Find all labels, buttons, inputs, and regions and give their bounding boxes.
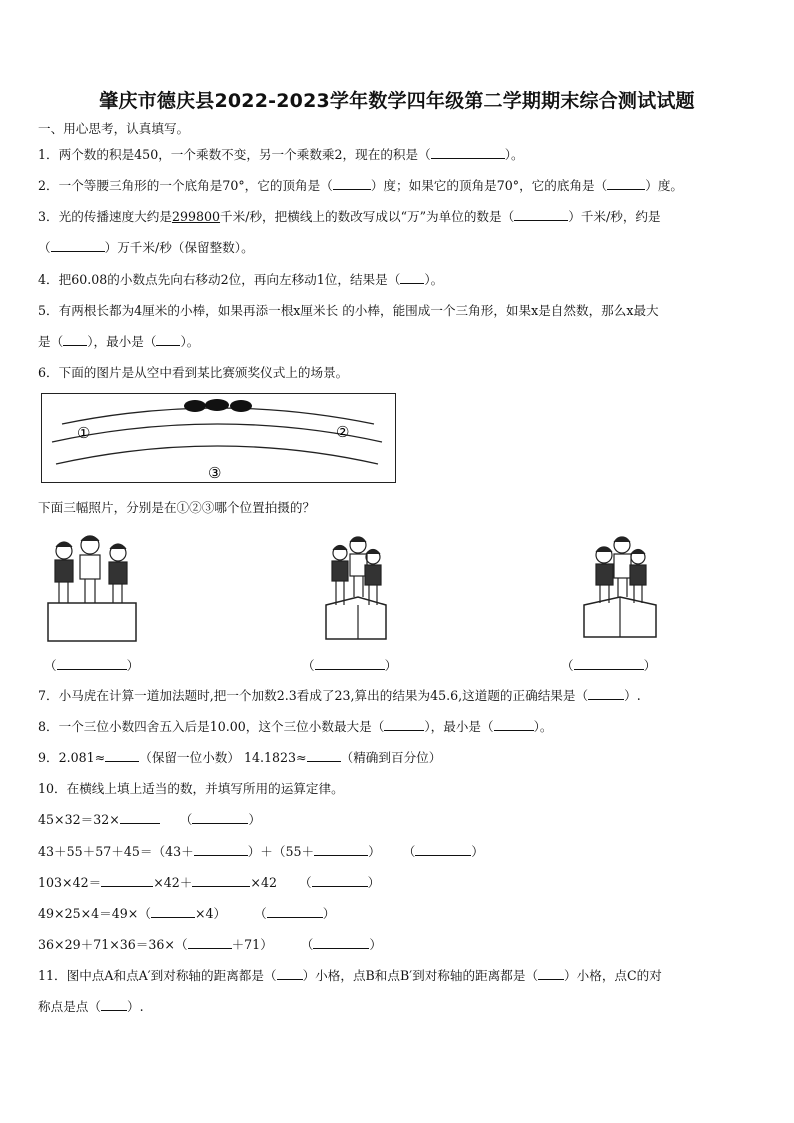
q10-row-4: 49×25×4＝49×（ ×4） （ ） bbox=[38, 906, 336, 921]
question-11-cont bbox=[38, 999, 144, 1015]
answer-blank[interactable] bbox=[313, 937, 369, 949]
q7-text-end: ）. bbox=[624, 688, 641, 703]
answer-blank[interactable] bbox=[63, 334, 87, 346]
q9-text-mid: （保留一位小数） 14.1823≈ bbox=[139, 750, 307, 765]
q5-text: 5．有两根长都为4厘米的小棒，如果再添一根x厘米长 的小棒，能围成一个三角形，如果x是自然数，那么x最大 bbox=[38, 303, 659, 318]
q10-row-1: 45×32＝32× （ ） bbox=[38, 812, 261, 827]
q7-text: 7．小马虎在计算一道加法题时,把一个加数2.3看成了23,算出的结果为45.6,这道题的正确结果是（ bbox=[38, 688, 589, 703]
photo-2-caption: （ ） bbox=[302, 658, 398, 673]
q9-text: 9．2.081≈ bbox=[38, 750, 106, 765]
q5-text-mid: ），最小是（ bbox=[87, 334, 157, 349]
answer-blank[interactable] bbox=[192, 812, 248, 824]
answer-blank[interactable] bbox=[315, 658, 385, 670]
answer-blank[interactable] bbox=[538, 968, 564, 980]
photo-3-caption: （ ） bbox=[561, 658, 657, 673]
page-title: 肇庆市德庆县2022-2023学年数学四年级第二学期期末综合测试试题 bbox=[99, 90, 695, 112]
question-3-cont bbox=[38, 240, 254, 256]
question-5 bbox=[38, 303, 659, 319]
answer-blank[interactable] bbox=[607, 178, 645, 190]
q8-text-end: ）。 bbox=[533, 719, 553, 734]
q4-text-end: ）。 bbox=[424, 272, 444, 287]
question-8 bbox=[38, 719, 552, 735]
q3-text-2-end: ）万千米/秒（保留整数）。 bbox=[104, 240, 254, 255]
answer-blank[interactable] bbox=[307, 750, 341, 762]
question-3 bbox=[38, 209, 661, 225]
question-10: 10．在横线上填上适当的数，并填写所用的运算定律。 bbox=[38, 781, 344, 796]
q3-text-end: ）千米/秒，约是 bbox=[568, 209, 661, 224]
winner-head-icon bbox=[230, 400, 252, 412]
q4-text: 4．把60.08的小数点先向右移动2位，再向左移动1位，结果是（ bbox=[38, 272, 401, 287]
answer-blank[interactable] bbox=[277, 968, 303, 980]
award-scene-diagram bbox=[41, 393, 396, 483]
q9-text-end: （精确到百分位） bbox=[340, 750, 442, 765]
answer-blank[interactable] bbox=[194, 844, 248, 856]
answer-blank[interactable] bbox=[574, 658, 644, 670]
answer-blank[interactable] bbox=[312, 875, 368, 887]
winner-head-icon bbox=[205, 399, 229, 411]
answer-blank[interactable] bbox=[267, 906, 323, 918]
q5-text-end: ）。 bbox=[180, 334, 200, 349]
answer-blank[interactable] bbox=[494, 719, 534, 731]
answer-blank[interactable] bbox=[151, 906, 195, 918]
answer-blank[interactable] bbox=[101, 999, 127, 1011]
q10-row-2: 43＋55＋57＋45＝（43＋ ）＋（55＋ ） （ ） bbox=[38, 844, 484, 859]
q10-row-3: 103×42＝ ×42＋ ×42 （ ） bbox=[38, 875, 381, 890]
question-9 bbox=[38, 750, 441, 766]
q2-text-mid: ）度；如果它的顶角是70°，它的底角是（ bbox=[370, 178, 608, 193]
q5-text-2: 是（ bbox=[38, 334, 64, 349]
answer-blank[interactable] bbox=[105, 750, 139, 762]
answer-blank[interactable] bbox=[333, 178, 371, 190]
answer-blank[interactable] bbox=[588, 688, 624, 700]
answer-blank[interactable] bbox=[431, 147, 505, 159]
q11-text-mid: ）小格，点B和点B′到对称轴的距离都是（ bbox=[302, 968, 539, 983]
photo-podium-1 bbox=[44, 533, 140, 643]
answer-blank[interactable] bbox=[120, 812, 160, 824]
q3-text-mid: 千米/秒，把横线上的数改写成以“万”为单位的数是（ bbox=[220, 209, 515, 224]
question-4 bbox=[38, 272, 443, 288]
question-11 bbox=[38, 968, 662, 984]
scene-label-3: ③ bbox=[208, 464, 222, 481]
photo-1-caption: （ ） bbox=[44, 658, 140, 673]
q3-text-2: （ bbox=[38, 240, 51, 255]
answer-blank[interactable] bbox=[156, 334, 180, 346]
scene-label-2: ② bbox=[336, 423, 350, 441]
question-5-cont bbox=[38, 334, 199, 350]
scene-label-1: ① bbox=[77, 424, 91, 442]
question-6: 6．下面的图片是从空中看到某比赛颁奖仪式上的场景。 bbox=[38, 365, 349, 380]
q11-text: 11．图中点A和点A′到对称轴的距离都是（ bbox=[38, 968, 277, 983]
q11-text-2: 称点是点（ bbox=[38, 999, 101, 1014]
answer-blank[interactable] bbox=[400, 272, 424, 284]
q11-text-2-end: ）. bbox=[126, 999, 144, 1014]
question-6-sub: 下面三幅照片，分别是在①②③哪个位置拍摄的？ bbox=[38, 500, 316, 515]
winner-head-icon bbox=[184, 400, 206, 412]
q2-text: 2．一个等腰三角形的一个底角是70°，它的顶角是（ bbox=[38, 178, 333, 193]
podium-aerial-view bbox=[42, 394, 394, 481]
photo-podium-3 bbox=[578, 533, 662, 643]
answer-blank[interactable] bbox=[57, 658, 127, 670]
question-1 bbox=[38, 147, 524, 163]
q3-text: 3．光的传播速度大约是 bbox=[38, 209, 172, 224]
answer-blank[interactable] bbox=[188, 937, 232, 949]
answer-blank[interactable] bbox=[415, 844, 471, 856]
q1-text: 1．两个数的积是450，一个乘数不变，另一个乘数乘2，现在的积是（ bbox=[38, 147, 431, 162]
answer-blank[interactable] bbox=[514, 209, 568, 221]
section-heading: 一、用心思考，认真填写。 bbox=[38, 121, 190, 136]
q10-row-5: 36×29＋71×36＝36×（ ＋71） （ ） bbox=[38, 937, 382, 952]
question-2 bbox=[38, 178, 683, 194]
photo-podium-2 bbox=[318, 533, 396, 643]
underlined-number: 299800 bbox=[171, 209, 221, 224]
q11-text-end: ）小格，点C的对 bbox=[564, 968, 662, 983]
answer-blank[interactable] bbox=[101, 875, 153, 887]
answer-blank[interactable] bbox=[384, 719, 424, 731]
answer-blank[interactable] bbox=[192, 875, 250, 887]
answer-blank[interactable] bbox=[51, 240, 105, 252]
q2-text-end: ）度。 bbox=[645, 178, 684, 193]
q1-text-end: ）。 bbox=[504, 147, 524, 162]
q8-text: 8．一个三位小数四舍五入后是10.00，这个三位小数最大是（ bbox=[38, 719, 385, 734]
question-7 bbox=[38, 688, 641, 704]
answer-blank[interactable] bbox=[314, 844, 368, 856]
q8-text-mid: ），最小是（ bbox=[424, 719, 494, 734]
